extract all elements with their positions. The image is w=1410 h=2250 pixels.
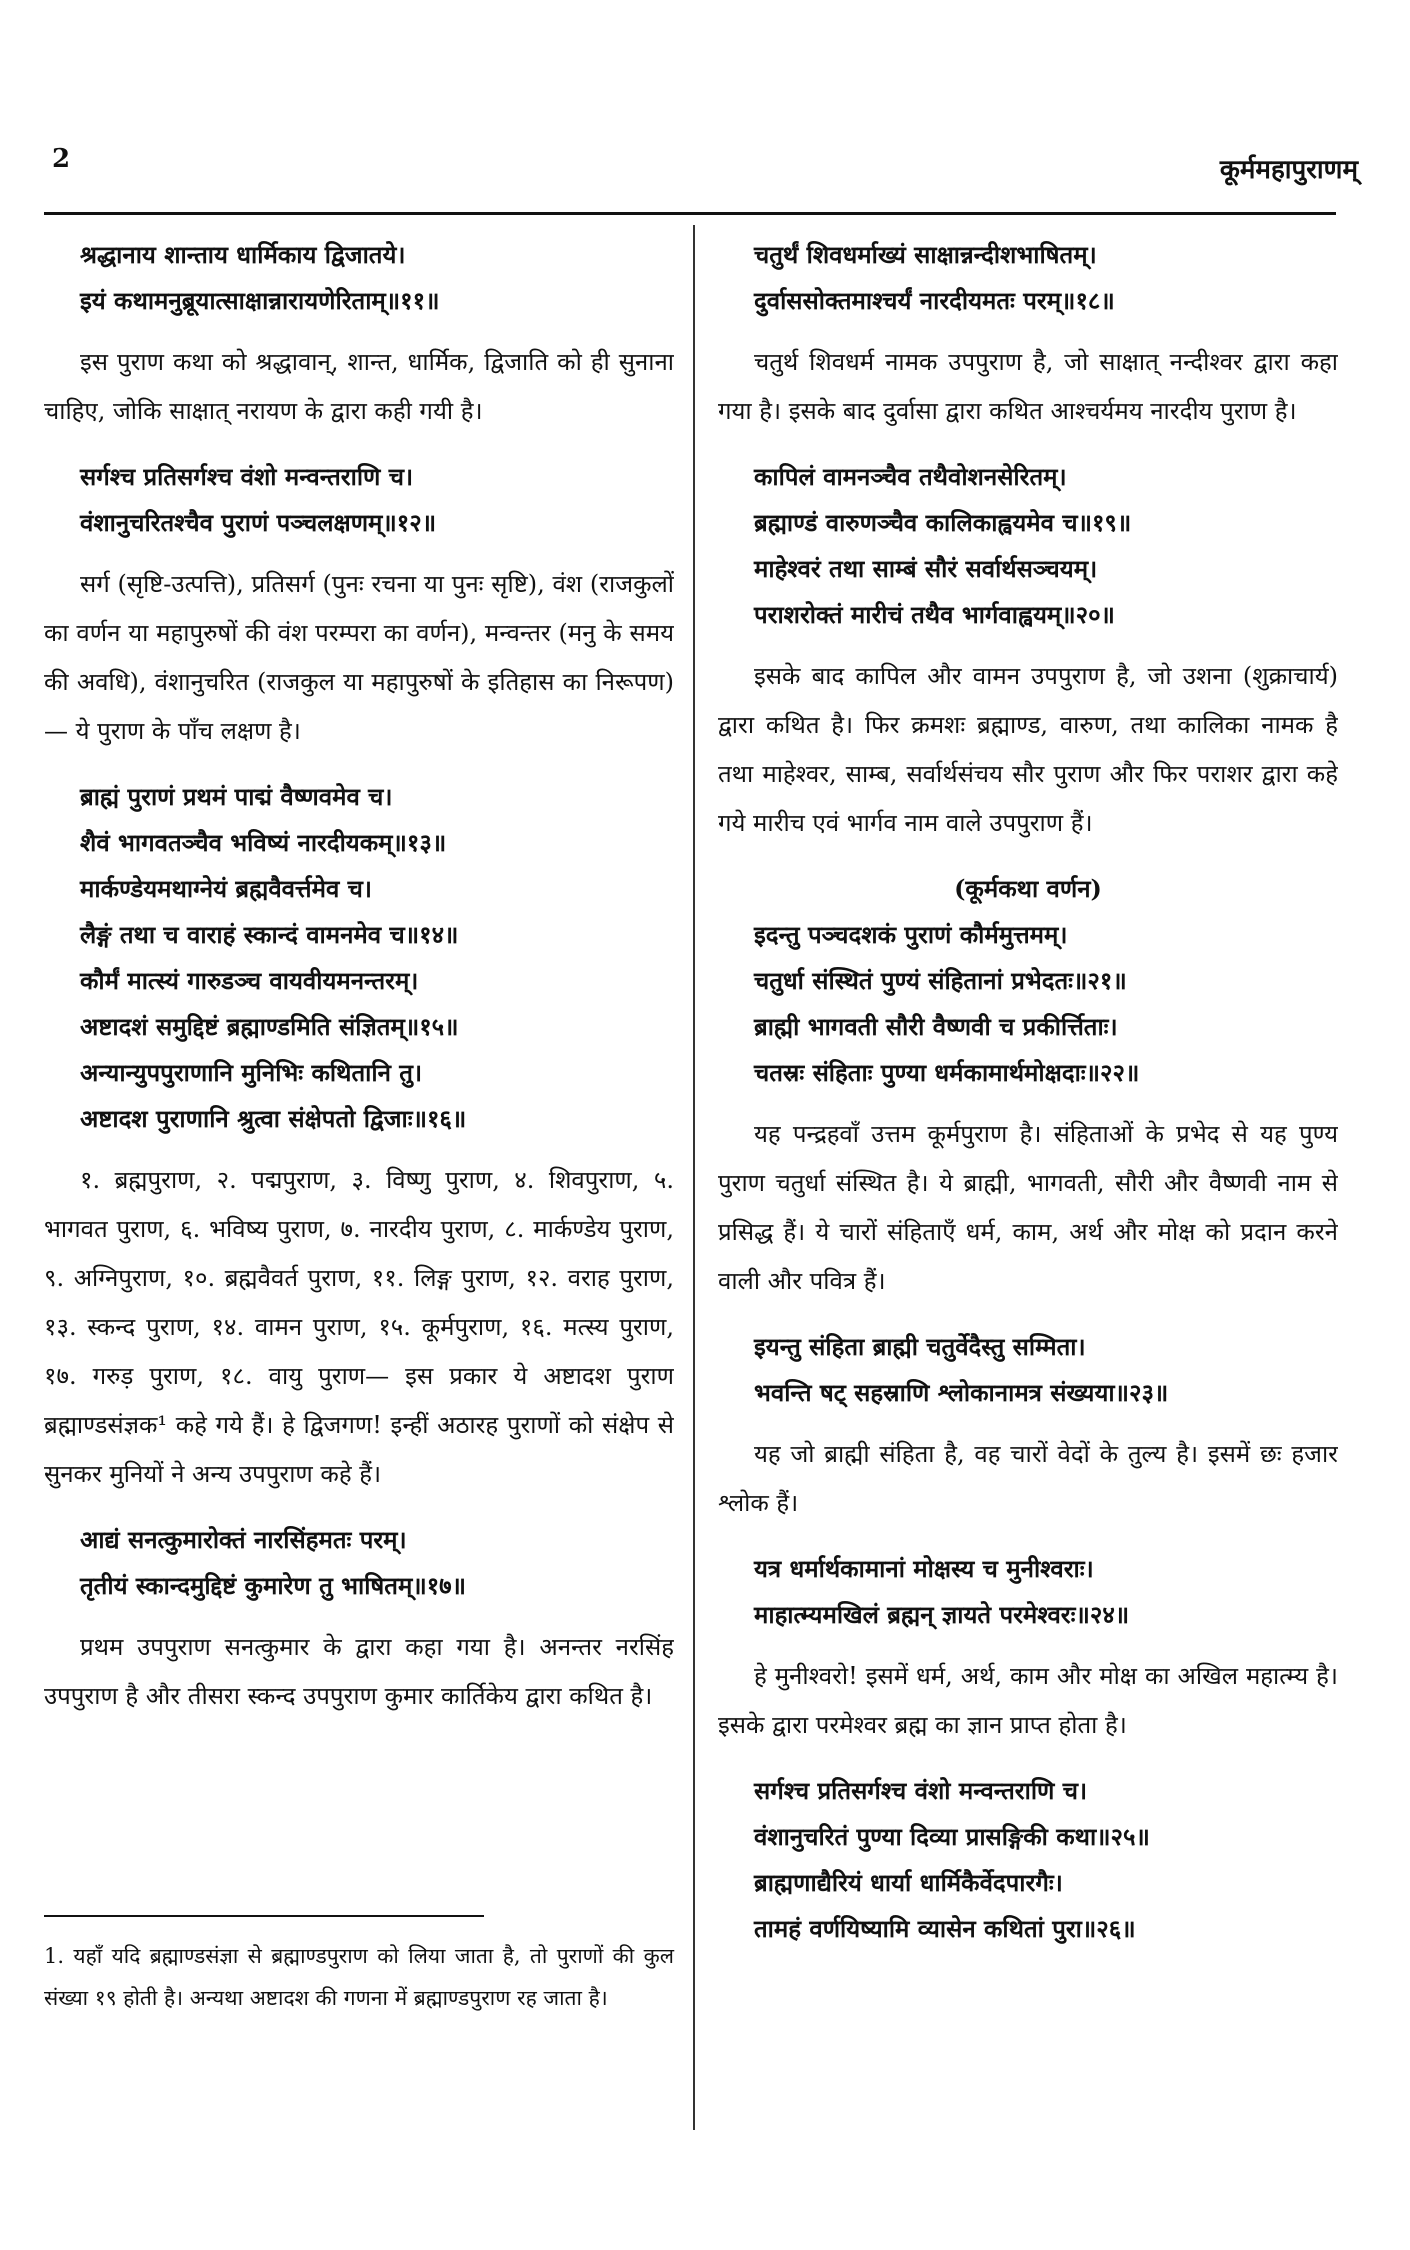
- translation-paragraph: प्रथम उपपुराण सनत्कुमार के द्वारा कहा गया है। अनन्तर नरसिंह उपपुराण है और तीसरा स्कन्द उपपुराण कुमार कार्तिकेय द्वारा कथित है।: [44, 1633, 674, 1710]
- footnote: 1. यहाँ यदि ब्रह्माण्डसंज्ञा से ब्रह्माण्डपुराण को लिया जाता है, तो पुराणों की कुल संख्या १९ होती है। अन्यथा अष्टादश की गणना में ब्रह्माण्डपुराण रह जाता है।: [44, 1944, 674, 2010]
- verse-line: इयन्तु संहिता ब्राह्मी चतुर्वेदैस्तु सम्मिता।: [754, 1332, 1086, 1361]
- verse-line: शैवं भागवतञ्चैव भविष्यं नारदीयकम्॥१३॥: [80, 828, 447, 857]
- verse-line: अन्यान्युपपुराणानि मुनिभिः कथितानि तु।: [80, 1058, 423, 1087]
- verse-line: सर्गश्च प्रतिसर्गश्च वंशो मन्वन्तराणि च।: [754, 1776, 1088, 1805]
- verse-line: माहात्म्यमखिलं ब्रह्मन् ज्ञायते परमेश्वरः॥२४॥: [754, 1600, 1130, 1629]
- verse-block: [718, 454, 1338, 638]
- translation-paragraph: १. ब्रह्मपुराण, २. पद्मपुराण, ३. विष्णु पुराण, ४. शिवपुराण, ५. भागवत पुराण, ६. भविष्य पुराण, ७. नारदीय पुराण, ८. मार्कण्डेय पुराण, ९. अग्निपुराण, १०. ब्रह्मवैवर्त पुराण, ११. लिङ्ग पुराण, १२. वराह पुराण, १३. स्कन्द पुराण, १४. वामन पुराण, १५. कूर्मपुराण, १६. मत्स्य पुराण, १७. गरुड़ पुराण, १८. वायु पुराण— इस प्रकार ये अष्टादश पुराण ब्रह्माण्डसंज्ञक¹ कहे गये हैं। हे द्विजगण! इन्हीं अठारह पुराणों को संक्षेप से सुनकर मुनियों ने अन्य उपपुराण कहे हैं।: [44, 1166, 674, 1488]
- verse-line: इदन्तु पञ्चदशकं पुराणं कौर्ममुत्तमम्।: [754, 920, 1068, 949]
- verse-block: [718, 1768, 1338, 1952]
- verse-line: तामहं वर्णयिष्यामि व्यासेन कथितां पुरा॥२६॥: [754, 1914, 1136, 1943]
- verse-line: ब्राह्मणाद्यैरियं धार्या धार्मिकैर्वेदपारगैः।: [754, 1868, 1063, 1897]
- verse-line: लैङ्गं तथा च वाराहं स्कान्दं वामनमेव च॥१४॥: [80, 920, 459, 949]
- running-title: कूर्ममहापुराणम्: [1219, 155, 1358, 185]
- column-divider: [693, 225, 695, 2130]
- verse-block: [44, 1517, 674, 1609]
- page-number: 2: [52, 144, 71, 174]
- verse-line: वंशानुचरितश्चैव पुराणं पञ्चलक्षणम्॥१२॥: [80, 508, 437, 537]
- verse-block: [718, 1546, 1338, 1638]
- verse-line: तृतीयं स्कान्दमुद्दिष्टं कुमारेण तु भाषितम्॥१७॥: [80, 1571, 467, 1600]
- verse-line: ब्रह्माण्डं वारुणञ्चैव कालिकाह्वयमेव च॥१९॥: [754, 508, 1132, 537]
- verse-line: चतुर्थं शिवधर्माख्यं साक्षान्नन्दीशभाषितम्।: [754, 240, 1097, 269]
- footnote-rule: [44, 1915, 484, 1917]
- verse-line: मार्कण्डेयमथाग्नेयं ब्रह्मवैवर्त्तमेव च।: [80, 874, 372, 903]
- translation-paragraph: इसके बाद कापिल और वामन उपपुराण है, जो उशना (शुक्राचार्य) द्वारा कथित है। फिर क्रमशः ब्रह्माण्ड, वारुण, तथा कालिका नामक है तथा माहेश्वर, साम्ब, सर्वार्थसंचय सौर पुराण और फिर पराशर द्वारा कहे गये मारीच एवं भार्गव नाम वाले उपपुराण हैं।: [718, 662, 1338, 837]
- verse-line: दुर्वाससोक्तमाश्चर्यं नारदीयमतः परम्॥१८॥: [754, 286, 1115, 315]
- verse-line: ब्राह्मी भागवती सौरी वैष्णवी च प्रकीर्त्तिताः।: [754, 1012, 1118, 1041]
- verse-line: माहेश्वरं तथा साम्बं सौरं सर्वार्थसञ्चयम्।: [754, 554, 1098, 583]
- verse-block: [718, 232, 1338, 324]
- verse-line: वंशानुचरितं पुण्या दिव्या प्रासङ्गिकी कथा॥२५॥: [754, 1822, 1150, 1851]
- translation-paragraph: हे मुनीश्वरो! इसमें धर्म, अर्थ, काम और मोक्ष का अखिल महात्म्य है। इसके द्वारा परमेश्वर ब्रह्म का ज्ञान प्राप्त होता है।: [718, 1662, 1338, 1739]
- verse-block: [718, 912, 1338, 1096]
- verse-line: अष्टादशं समुद्दिष्टं ब्रह्माण्डमिति संज्ञितम्॥१५॥: [80, 1012, 459, 1041]
- verse-line: अष्टादश पुराणानि श्रुत्वा संक्षेपतो द्विजाः॥१६॥: [80, 1104, 467, 1133]
- header-rule: [44, 212, 1336, 215]
- verse-line: कापिलं वामनञ्चैव तथैवोशनसेरितम्।: [754, 462, 1067, 491]
- verse-block: [718, 1324, 1338, 1416]
- verse-line: चतुर्धा संस्थितं पुण्यं संहितानां प्रभेदतः॥२१॥: [754, 966, 1127, 995]
- verse-line: पराशरोक्तं मारीचं तथैव भार्गवाह्वयम्॥२०॥: [754, 600, 1115, 629]
- verse-line: श्रद्धानाय शान्ताय धार्मिकाय द्विजातये।: [80, 240, 406, 269]
- verse-line: चतस्रः संहिताः पुण्या धर्मकामार्थमोक्षदाः॥२२॥: [754, 1058, 1140, 1087]
- verse-line: कौर्मं मात्स्यं गारुडञ्च वायवीयमनन्तरम्।: [80, 966, 419, 995]
- translation-paragraph: सर्ग (सृष्टि-उत्पत्ति), प्रतिसर्ग (पुनः रचना या पुनः सृष्टि), वंश (राजकुलों का वर्णन या महापुरुषों की वंश परम्परा का वर्णन), मन्वन्तर (मनु के समय की अवधि), वंशानुचरित (राजकुल या महापुरुषों के इतिहास का निरूपण)— ये पुराण के पाँच लक्षण है।: [44, 570, 674, 745]
- verse-line: आद्यं सनत्कुमारोक्तं नारसिंहमतः परम्।: [80, 1525, 407, 1554]
- verse-line: सर्गश्च प्रतिसर्गश्च वंशो मन्वन्तराणि च।: [80, 462, 414, 491]
- translation-paragraph: चतुर्थ शिवधर्म नामक उपपुराण है, जो साक्षात् नन्दीश्वर द्वारा कहा गया है। इसके बाद दुर्वासा द्वारा कथित आश्चर्यमय नारदीय पुराण है।: [718, 348, 1338, 425]
- left-column: [44, 232, 674, 1892]
- verse-block: [44, 454, 674, 546]
- translation-paragraph: इस पुराण कथा को श्रद्धावान्, शान्त, धार्मिक, द्विजाति को ही सुनाना चाहिए, जोकि साक्षात् नरायण के द्वारा कही गयी है।: [44, 348, 674, 425]
- verse-line: इयं कथामनुब्रूयात्साक्षान्नारायणेरिताम्॥११॥: [80, 286, 440, 315]
- verse-block: [44, 774, 674, 1142]
- verse-block: [44, 232, 674, 324]
- verse-line: यत्र धर्मार्थकामानां मोक्षस्य च मुनीश्वराः।: [754, 1554, 1094, 1583]
- right-column: [718, 232, 1338, 2132]
- section-title: (कूर्मकथा वर्णन): [954, 874, 1102, 903]
- verse-line: भवन्ति षट् सहस्राणि श्लोकानामत्र संख्यया॥२३॥: [754, 1378, 1169, 1407]
- translation-paragraph: यह पन्द्रहवाँ उत्तम कूर्मपुराण है। संहिताओं के प्रभेद से यह पुण्य पुराण चतुर्धा संस्थित है। ये ब्राह्मी, भागवती, सौरी और वैष्णवी नाम से प्रसिद्ध हैं। ये चारों संहिताएँ धर्म, काम, अर्थ और मोक्ष को प्रदान करने वाली और पवित्र हैं।: [718, 1120, 1338, 1295]
- verse-line: ब्राह्मं पुराणं प्रथमं पाद्मं वैष्णवमेव च।: [80, 782, 393, 811]
- translation-paragraph: यह जो ब्राह्मी संहिता है, वह चारों वेदों के तुल्य है। इसमें छः हजार श्लोक हैं।: [718, 1440, 1338, 1517]
